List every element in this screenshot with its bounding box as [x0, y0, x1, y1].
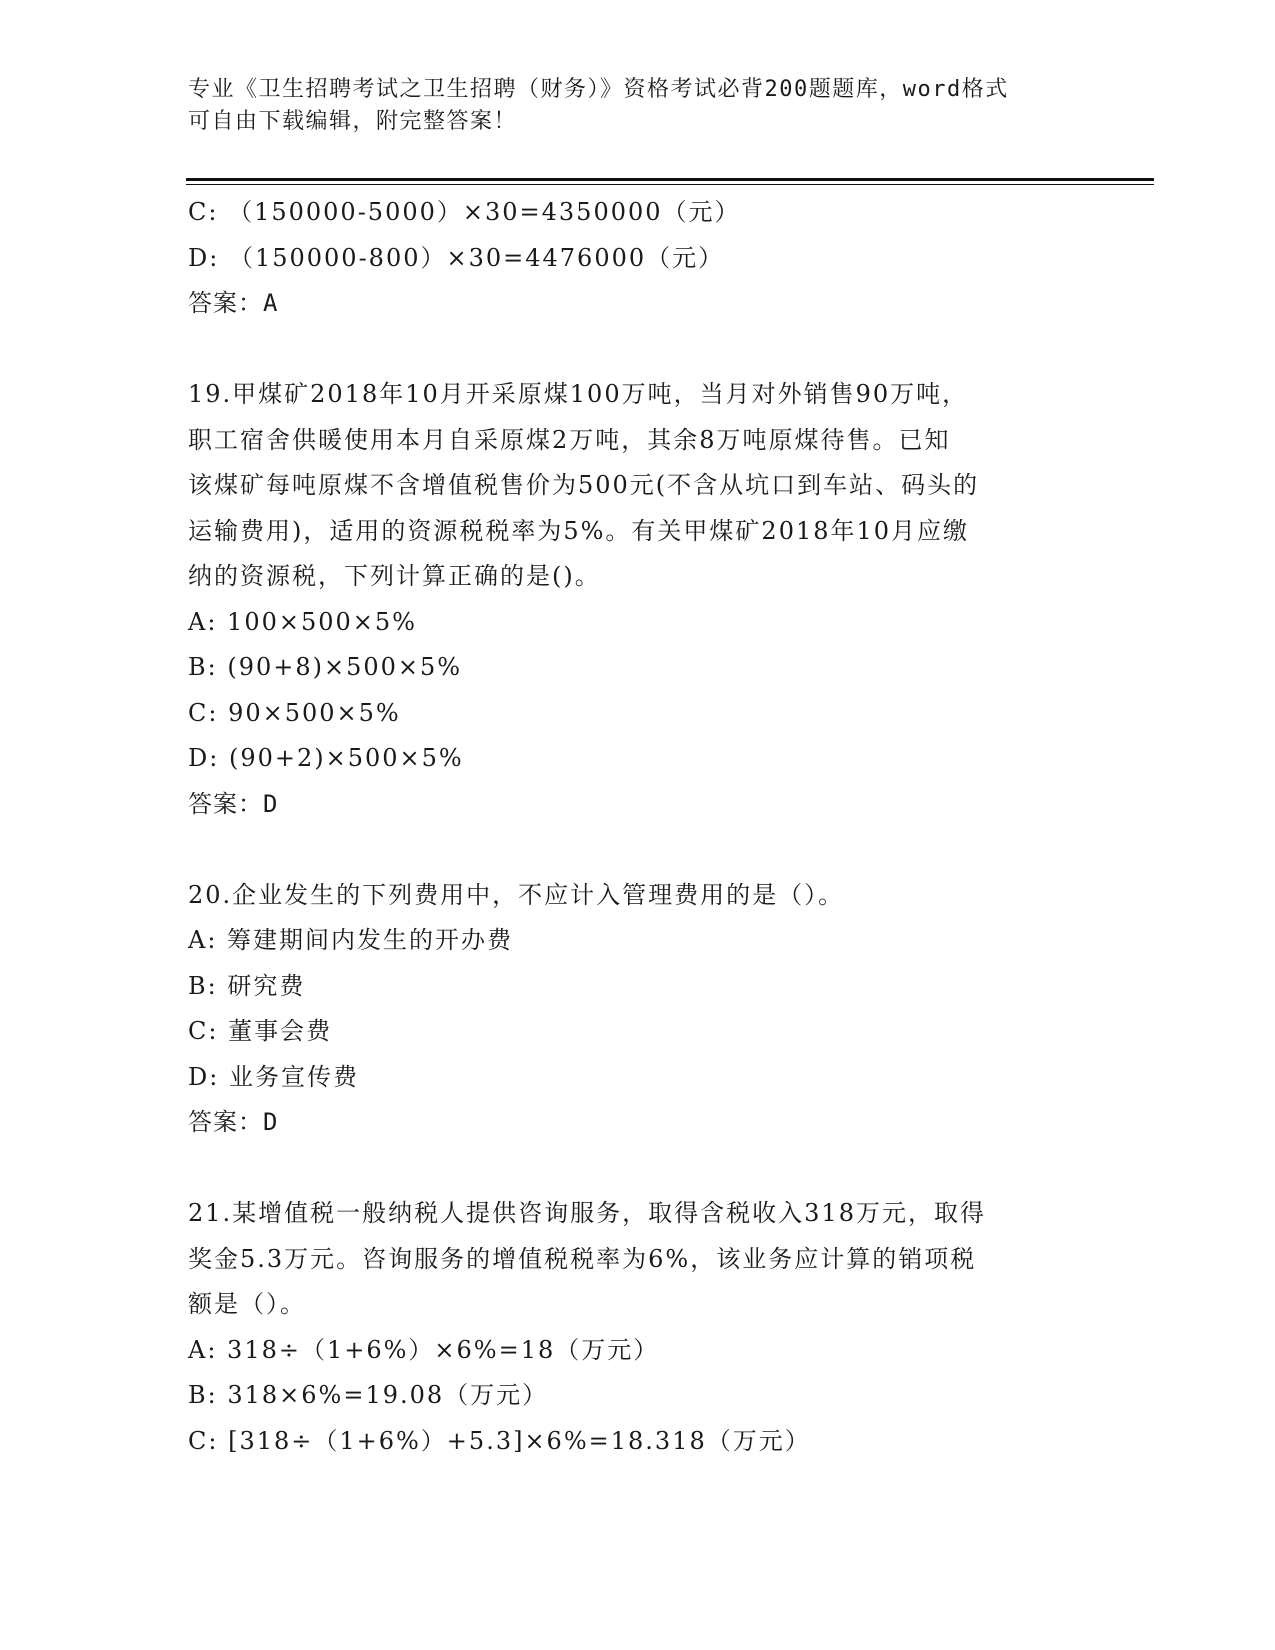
q19-stem-line: 职工宿舍供暖使用本月自采原煤2万吨，其余8万吨原煤待售。已知	[188, 425, 951, 454]
q21-option-a: A: 318÷（1+6%）×6%=18（万元）	[188, 1335, 660, 1364]
document-header	[188, 74, 1088, 138]
q18-option-d: D: （150000-800）×30=4476000（元）	[188, 243, 725, 272]
q20-option-a: A: 筹建期间内发生的开办费	[188, 926, 514, 954]
q19-stem-line: 19.甲煤矿2018年10月开采原煤100万吨，当月对外销售90万吨，	[188, 380, 969, 408]
header-divider-thick	[186, 178, 1154, 181]
q19-stem-line: 纳的资源税，下列计算正确的是()。	[188, 562, 601, 590]
q21-option-b: B: 318×6%=19.08（万元）	[188, 1381, 549, 1409]
q19-option-a: A: 100×500×5%	[188, 607, 417, 636]
q21-option-c: C: [318÷（1+6%）+5.3]×6%=18.318（万元）	[188, 1426, 811, 1455]
spacer	[188, 1146, 1088, 1192]
q20-option-c: C: 董事会费	[188, 1017, 333, 1045]
q19-stem-line: 运输费用)，适用的资源税税率为5%。有关甲煤矿2018年10月应缴	[188, 516, 970, 545]
q20-stem-line: 20.企业发生的下列费用中，不应计入管理费用的是（）。	[188, 880, 845, 909]
document-body	[188, 190, 1088, 1464]
q18-option-c: C: （150000-5000）×30=4350000（元）	[188, 198, 741, 226]
q19-stem-line: 该煤矿每吨原煤不含增值税售价为500元(不含从坑口到车站、码头的	[188, 471, 980, 499]
q21-stem-line: 奖金5.3万元。咨询服务的增值税税率为6%，该业务应计算的销项税	[188, 1244, 977, 1273]
header-divider-thin	[186, 184, 1154, 185]
q20-option-b: B: 研究费	[188, 971, 306, 1000]
q21-stem-line: 额是（）。	[188, 1290, 306, 1318]
question-19	[188, 372, 1088, 827]
spacer	[188, 327, 1088, 373]
question-18-tail	[188, 190, 1088, 327]
header-line-2: 可自由下载编辑，附完整答案！	[188, 109, 518, 134]
q21-stem-line: 21.某增值税一般纳税人提供咨询服务，取得含税收入318万元，取得	[188, 1199, 986, 1227]
q19-option-d: D: (90+2)×500×5%	[188, 744, 464, 772]
q19-option-c: C: 90×500×5%	[188, 698, 401, 727]
q19-answer: 答案：D	[188, 789, 279, 818]
q20-answer: 答案：D	[188, 1108, 279, 1136]
header-line-1: 专业《卫生招聘考试之卫生招聘（财务）》资格考试必背200题题库，word格式	[188, 77, 1009, 102]
question-20	[188, 873, 1088, 1146]
spacer	[188, 827, 1088, 873]
q18-answer: 答案：A	[188, 289, 279, 317]
q19-option-b: B: (90+8)×500×5%	[188, 653, 463, 681]
question-21	[188, 1191, 1088, 1464]
q20-option-d: D: 业务宣传费	[188, 1062, 359, 1091]
